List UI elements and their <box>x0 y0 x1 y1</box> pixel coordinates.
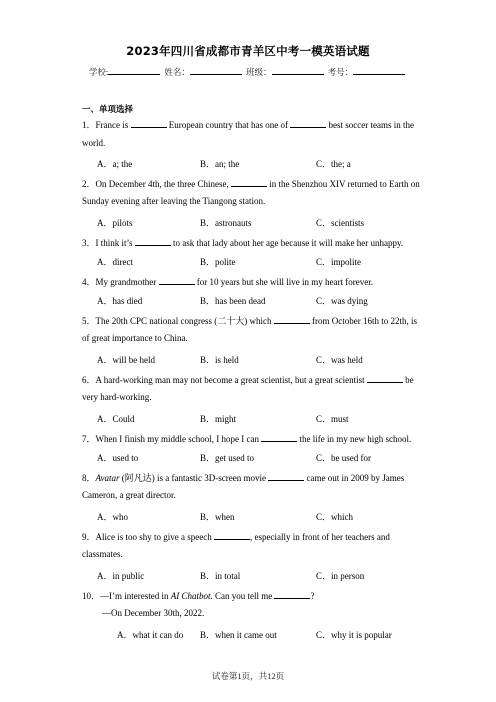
option-c[interactable]: C．was dying <box>316 296 368 306</box>
option-a[interactable]: A．pilots <box>97 218 133 228</box>
answer-blank <box>274 590 310 599</box>
question-10: 10．—I’m interested in AI Chatbot. Can you tell me ? <box>82 591 315 601</box>
option-a[interactable]: A．a; the <box>97 159 133 169</box>
question-9-cont: classmates. <box>82 549 123 559</box>
page-footer: 试卷第1页，共12页 <box>211 671 285 681</box>
question-4: 4．My grandmother for 10 years but she will live in my heart forever. <box>82 277 373 287</box>
answer-blank <box>261 433 297 442</box>
answer-blank <box>290 119 326 128</box>
question-9: 9．Alice is too shy to give a speech , especially in front of her teachers and <box>82 532 390 542</box>
option-b[interactable]: B．is held <box>200 355 239 365</box>
option-c[interactable]: C．impolite <box>316 257 362 267</box>
question-5: 5．The 20th CPC national congress (二十大) which from October 16th to 22th, is <box>82 316 417 326</box>
option-c[interactable]: C．be used for <box>316 453 371 463</box>
answer-blank <box>231 178 267 187</box>
question-8-cont: Cameron, a great director. <box>82 490 176 500</box>
option-b[interactable]: B．get used to <box>200 453 254 463</box>
answer-blank <box>159 276 195 285</box>
option-c[interactable]: C．scientists <box>316 218 365 228</box>
answer-blank <box>214 531 250 540</box>
answer-blank <box>131 119 167 128</box>
question-1: 1．France is European country that has one of best soccer teams in the <box>82 120 414 130</box>
option-a[interactable]: A．used to <box>97 453 139 463</box>
option-a[interactable]: A．direct <box>97 257 133 267</box>
option-c[interactable]: C．in person <box>316 571 365 581</box>
option-b[interactable]: B．polite <box>200 257 236 267</box>
class-label: 班级： <box>245 67 272 77</box>
page-title: 2023年四川省成都市青羊区中考一模英语试题 <box>126 44 370 58</box>
option-b[interactable]: B．when it came out <box>200 630 277 640</box>
name-label: 姓名： <box>164 67 190 77</box>
option-c[interactable]: C．must <box>316 414 349 424</box>
student-info-row <box>0 66 496 78</box>
option-c[interactable]: C．why it is popular <box>316 630 392 640</box>
question-5-cont: of great importance to China. <box>82 333 188 343</box>
question-2: 2．On December 4th, the three Chinese, in the Shenzhou XIV returned to Earth on <box>82 179 420 189</box>
school-blank[interactable] <box>108 66 160 75</box>
question-1-cont: world. <box>82 138 106 148</box>
answer-blank <box>135 237 171 246</box>
answer-blank <box>367 374 403 383</box>
section-heading: 一、单项选择 <box>82 105 134 115</box>
answer-blank <box>274 315 310 324</box>
option-a[interactable]: A．what it can do <box>117 630 184 640</box>
question-10-reply: —On December 30th, 2022. <box>102 608 205 618</box>
name-blank[interactable] <box>190 66 242 75</box>
option-b[interactable]: B．astronauts <box>200 218 252 228</box>
option-c[interactable]: C．the; a <box>316 159 351 169</box>
exam-number-label: 考号： <box>327 67 354 77</box>
option-b[interactable]: B．might <box>200 414 237 424</box>
option-a[interactable]: A．has died <box>97 296 143 306</box>
question-6: 6．A hard-working man may not become a great scientist, but a great scientist be <box>82 375 414 385</box>
question-6-cont: very hard-working. <box>82 392 152 402</box>
option-c[interactable]: C．which <box>316 512 353 522</box>
question-2-cont: Sunday evening after leaving the Tiangong station. <box>82 196 266 206</box>
class-blank[interactable] <box>272 66 324 75</box>
option-b[interactable]: B．when <box>200 512 235 522</box>
question-3: 3．I think it’s to ask that lady about her age because it will make her unhappy. <box>82 238 404 248</box>
option-c[interactable]: C．was held <box>316 355 363 365</box>
question-8: 8．Avatar (阿凡达) is a fantastic 3D-screen movie came out in 2009 by James <box>82 473 405 483</box>
answer-blank <box>268 472 304 481</box>
option-b[interactable]: B．in total <box>200 571 241 581</box>
option-a[interactable]: A．who <box>97 512 128 522</box>
option-a[interactable]: A．Could <box>97 414 135 424</box>
exam-number-blank[interactable] <box>353 66 405 75</box>
option-a[interactable]: A．in public <box>97 571 145 581</box>
school-label: 学校: <box>88 67 109 77</box>
option-a[interactable]: A．will be held <box>97 355 155 365</box>
option-b[interactable]: B．an; the <box>200 159 240 169</box>
question-7: 7．When I finish my middle school, I hope I can the life in my new high school. <box>82 434 412 444</box>
option-b[interactable]: B．has been dead <box>200 296 266 306</box>
